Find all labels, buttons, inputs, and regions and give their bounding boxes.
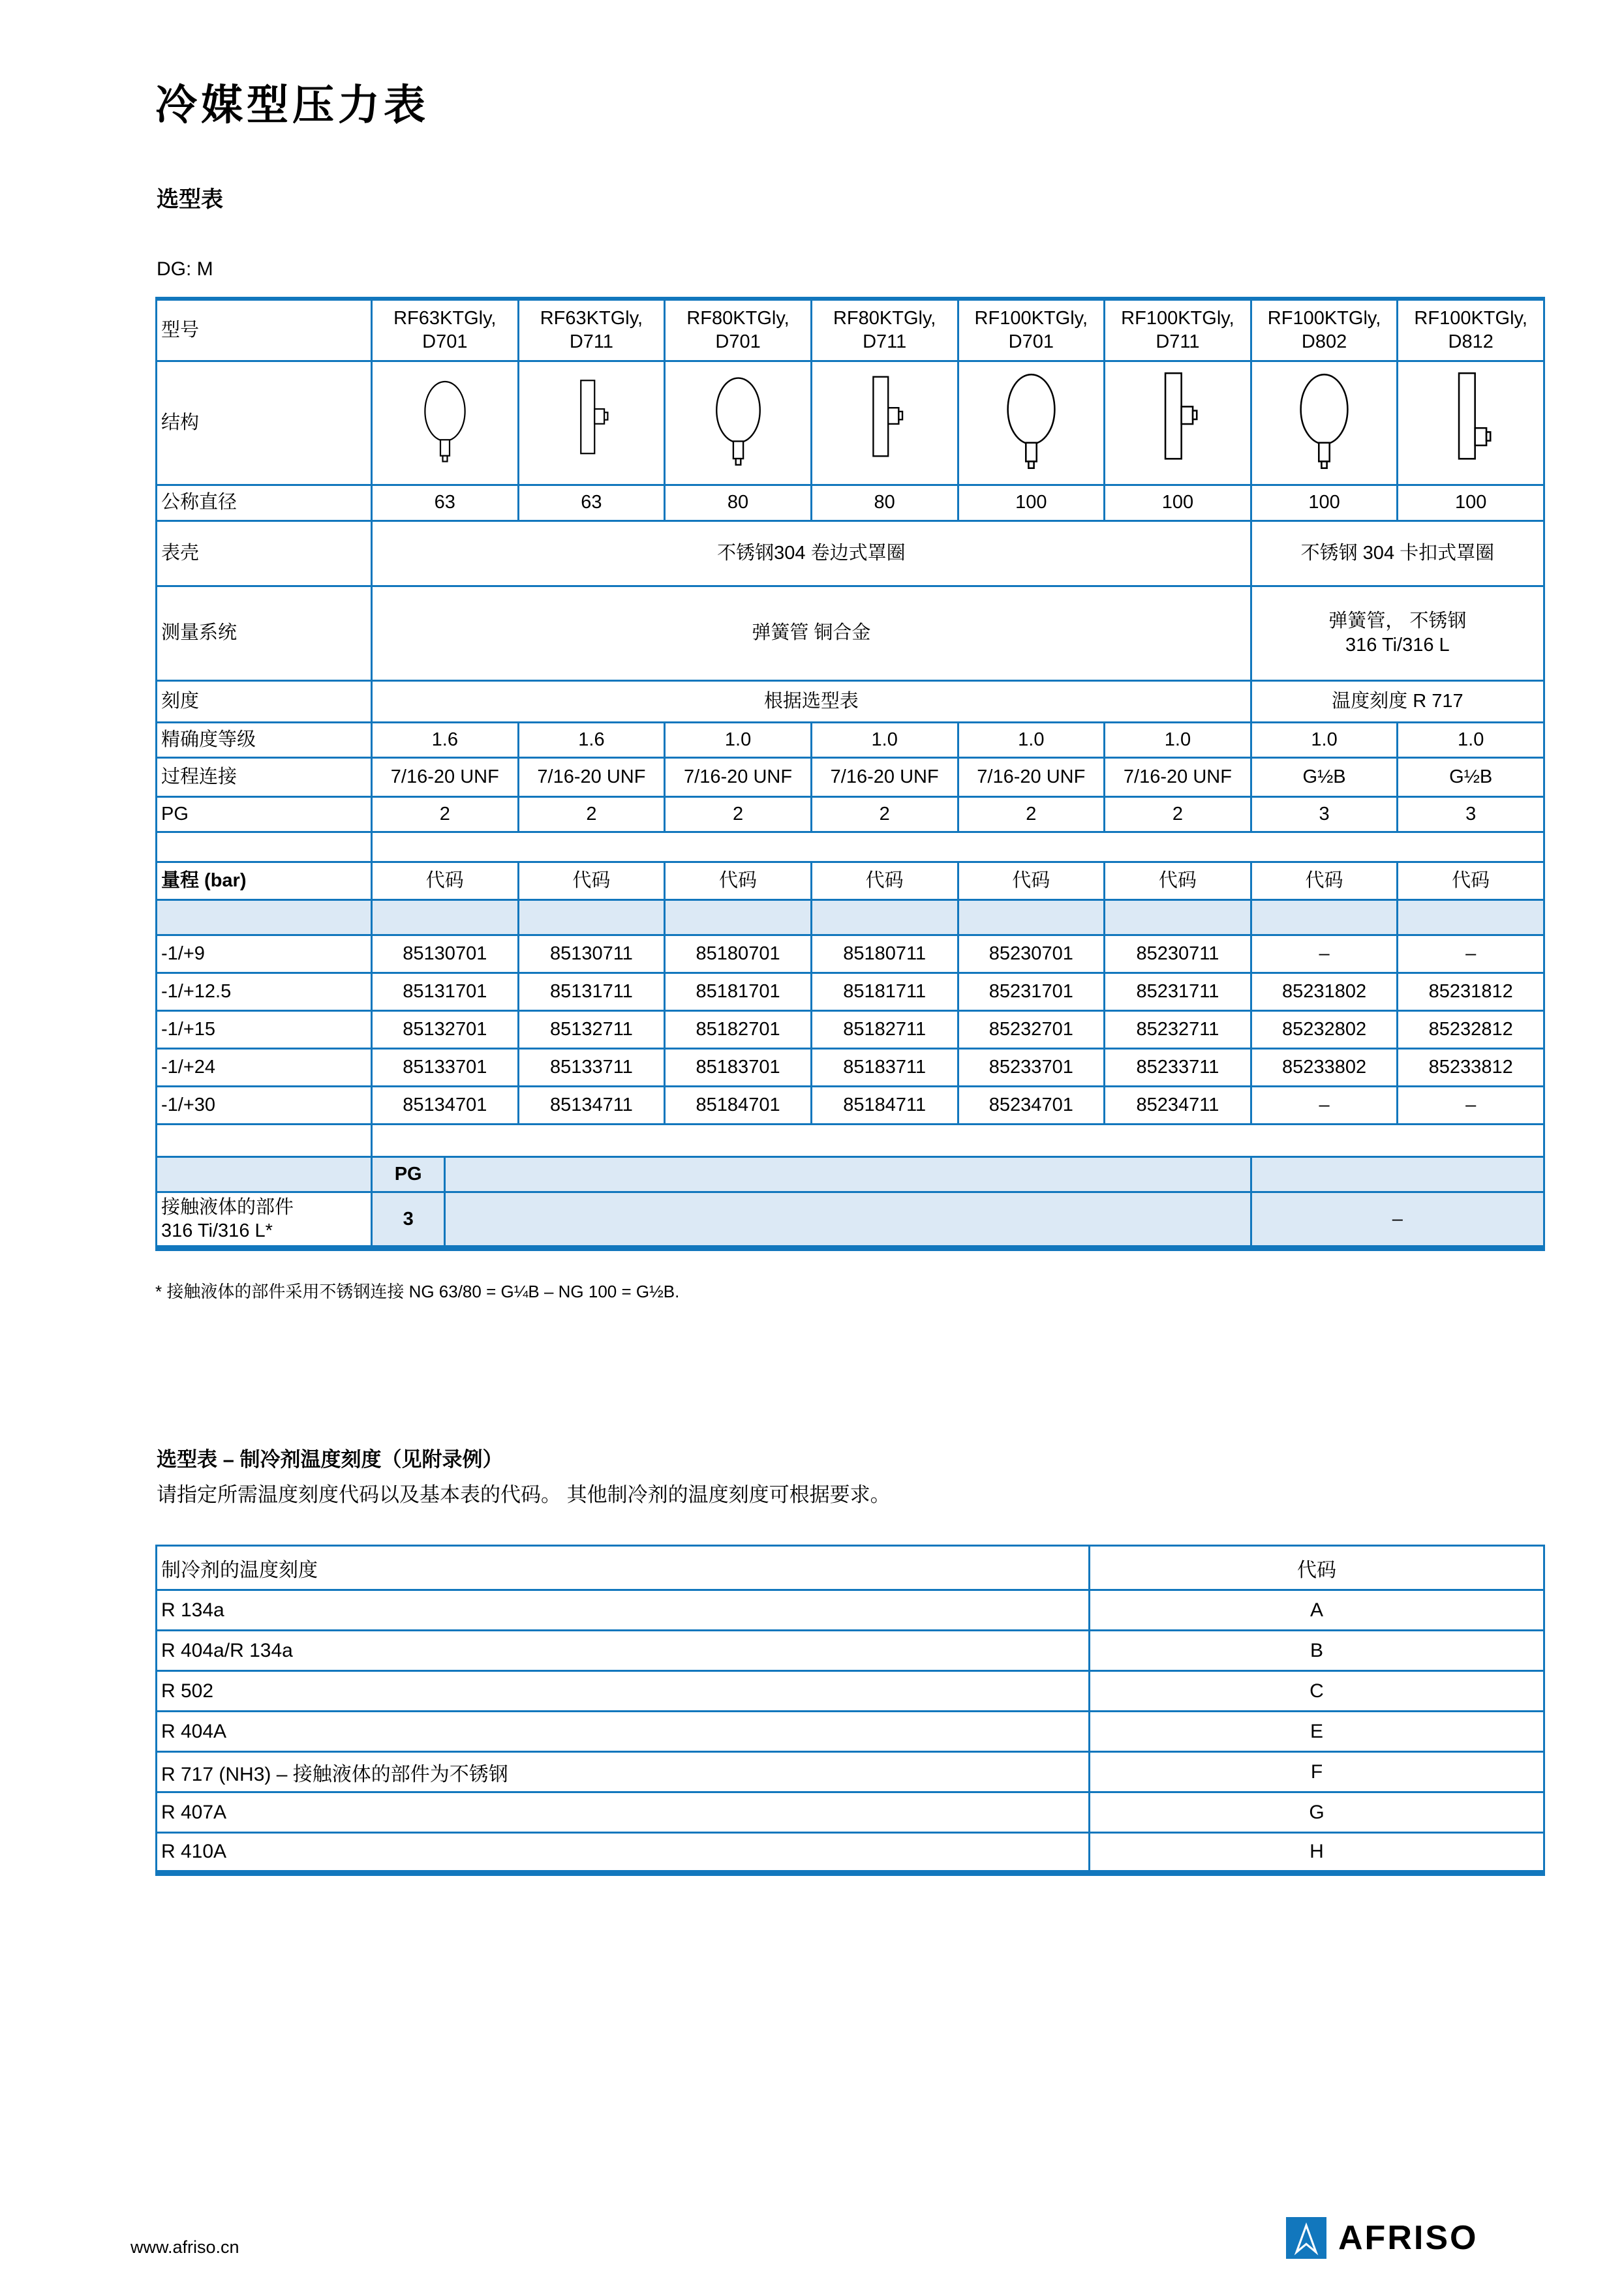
- order-code: 85181711: [811, 973, 958, 1010]
- pg-value: 2: [1105, 796, 1251, 832]
- refrigerant-name: R 404a/R 134a: [157, 1631, 1090, 1671]
- connection-value: G½B: [1251, 757, 1398, 796]
- range-value: -1/+9: [157, 935, 372, 973]
- table-row: [157, 1631, 1544, 1671]
- order-code: 85132711: [518, 1010, 665, 1048]
- accuracy-value: 1.0: [1398, 722, 1544, 757]
- model-header-cell: [665, 299, 812, 361]
- refrigerant-name: R 502: [157, 1671, 1090, 1712]
- order-code: –: [1251, 935, 1398, 973]
- table-row-range: [157, 935, 1544, 973]
- table-row-model: [157, 299, 1544, 361]
- code-header: 代码: [372, 862, 519, 899]
- table-row-separator: [157, 1124, 1544, 1156]
- code-header: 代码: [518, 862, 665, 899]
- accuracy-value: 1.0: [958, 722, 1105, 757]
- structure-cell: [811, 361, 958, 485]
- gauge-back-low-connection-icon: [1437, 369, 1505, 476]
- order-code: 85134711: [518, 1086, 665, 1124]
- order-code: 85232701: [958, 1010, 1105, 1048]
- system-line1: 弹簧管， 不锈钢: [1328, 611, 1467, 632]
- order-code: 85234711: [1105, 1086, 1251, 1124]
- shaded-cell: [372, 899, 519, 935]
- refrigerant-col-header: 制冷剂的温度刻度: [157, 1546, 1090, 1590]
- row-label-system: 测量系统: [157, 586, 372, 680]
- order-code: 85231812: [1398, 973, 1544, 1010]
- wetted-parts-line1: 接触液体的部件: [161, 1196, 294, 1218]
- model-name-line: RF100KTGly,: [974, 308, 1088, 329]
- code-header: 代码: [1251, 862, 1398, 899]
- model-variant-line: D701: [715, 331, 761, 353]
- order-code: –: [1398, 935, 1544, 973]
- refrigerant-name: R 404A: [157, 1712, 1090, 1752]
- section2-description: 请指定所需温度刻度代码以及基本表的代码。 其他制冷剂的温度刻度可根据要求。: [157, 1483, 891, 1506]
- table-row-range: [157, 973, 1544, 1010]
- table-row: [157, 1792, 1544, 1833]
- pg-section-empty-cell: [1251, 1156, 1544, 1192]
- table-row-separator: [157, 832, 1544, 862]
- table-row-range-header: [157, 862, 1544, 899]
- range-value: -1/+24: [157, 1048, 372, 1086]
- model-name-line: RF80KTGly,: [833, 308, 936, 329]
- refrigerant-code: C: [1090, 1671, 1544, 1712]
- row-label-connection: 过程连接: [157, 757, 372, 796]
- model-variant-line: D711: [863, 331, 907, 353]
- row-label-accuracy: 精确度等级: [157, 722, 372, 757]
- order-code: 85231802: [1251, 973, 1398, 1010]
- table-row-range: [157, 1010, 1544, 1048]
- order-code: 85131701: [372, 973, 519, 1010]
- diameter-value: 100: [1398, 485, 1544, 521]
- wetted-empty-cell: [445, 1192, 1251, 1248]
- accuracy-value: 1.6: [518, 722, 665, 757]
- row-label-scale: 刻度: [157, 680, 372, 722]
- pg-section-label: PG: [372, 1156, 445, 1192]
- model-variant-line: D812: [1448, 331, 1494, 353]
- diameter-value: 63: [518, 485, 665, 521]
- model-name-line: RF80KTGly,: [686, 308, 789, 329]
- wetted-dash: –: [1251, 1192, 1544, 1248]
- accuracy-value: 1.0: [1105, 722, 1251, 757]
- model-header-cell: [811, 299, 958, 361]
- section-subtitle: 选型表: [157, 187, 223, 212]
- page-title: 冷媒型压力表: [155, 82, 429, 128]
- row-label-case: 表壳: [157, 521, 372, 586]
- row-label-diameter: 公称直径: [157, 485, 372, 521]
- model-header-cell: [372, 299, 519, 361]
- order-code: 85234701: [958, 1086, 1105, 1124]
- gauge-front-icon: [1291, 369, 1358, 476]
- accuracy-value: 1.0: [811, 722, 958, 757]
- row-label-structure: 结构: [157, 361, 372, 485]
- website-url: www.afriso.cn: [130, 2237, 239, 2257]
- model-header-cell: [1105, 299, 1251, 361]
- model-header-cell: [518, 299, 665, 361]
- code-header: 代码: [958, 862, 1105, 899]
- separator-cell: [372, 832, 1544, 862]
- connection-value: 7/16-20 UNF: [665, 757, 812, 796]
- model-name-line: RF100KTGly,: [1267, 308, 1381, 329]
- order-code: 85130711: [518, 935, 665, 973]
- pg-value: 2: [665, 796, 812, 832]
- pg-value: 2: [518, 796, 665, 832]
- order-code: 85183711: [811, 1048, 958, 1086]
- dg-label: DG: M: [157, 258, 213, 280]
- table-row: [157, 1833, 1544, 1873]
- code-header: 代码: [1398, 862, 1544, 899]
- range-value: -1/+12.5: [157, 973, 372, 1010]
- shaded-cell: [518, 899, 665, 935]
- row-label-model: 型号: [157, 299, 372, 361]
- model-variant-line: D701: [422, 331, 468, 353]
- refrigerant-table: [155, 1545, 1545, 1876]
- diameter-value: 63: [372, 485, 519, 521]
- refrigerant-name: R 410A: [157, 1833, 1090, 1873]
- structure-cell: [372, 361, 519, 485]
- structure-cell: [1251, 361, 1398, 485]
- case-span6-value: 不锈钢304 卷边式罩圈: [372, 521, 1251, 586]
- connection-value: 7/16-20 UNF: [811, 757, 958, 796]
- order-code: 85232802: [1251, 1010, 1398, 1048]
- code-col-header: 代码: [1090, 1546, 1544, 1590]
- connection-value: 7/16-20 UNF: [518, 757, 665, 796]
- refrigerant-name: R 717 (NH3) – 接触液体的部件为不锈钢: [157, 1752, 1090, 1792]
- model-variant-line: D711: [569, 331, 614, 353]
- table-row-case: [157, 521, 1544, 586]
- brand-name: AFRISO: [1338, 2219, 1478, 2257]
- range-value: -1/+15: [157, 1010, 372, 1048]
- accuracy-value: 1.0: [665, 722, 812, 757]
- model-header-cell: [1251, 299, 1398, 361]
- order-code: 85182711: [811, 1010, 958, 1048]
- pg-value: 2: [958, 796, 1105, 832]
- wetted-pg-value: 3: [372, 1192, 445, 1248]
- order-code: 85182701: [665, 1010, 812, 1048]
- order-code: –: [1398, 1086, 1544, 1124]
- footnote: * 接触液体的部件采用不锈钢连接 NG 63/80 = G¼B – NG 100 = G½B.: [155, 1282, 680, 1301]
- accuracy-value: 1.6: [372, 722, 519, 757]
- order-code: 85131711: [518, 973, 665, 1010]
- accuracy-value: 1.0: [1251, 722, 1398, 757]
- table-row-scale: [157, 680, 1544, 722]
- system-span2-value: [1251, 586, 1544, 680]
- code-header: 代码: [665, 862, 812, 899]
- wetted-parts-line2: 316 Ti/316 L*: [161, 1220, 273, 1241]
- order-code: 85233711: [1105, 1048, 1251, 1086]
- table-row: [157, 1712, 1544, 1752]
- pg-value: 2: [811, 796, 958, 832]
- gauge-back-connection-icon: [853, 373, 915, 472]
- order-code: 85233802: [1251, 1048, 1398, 1086]
- order-code: 85232812: [1398, 1010, 1544, 1048]
- order-code: 85133701: [372, 1048, 519, 1086]
- code-header: 代码: [811, 862, 958, 899]
- order-code: 85130701: [372, 935, 519, 973]
- afriso-logo-icon: [1286, 2217, 1326, 2259]
- model-name-line: RF100KTGly,: [1414, 308, 1527, 329]
- table-row-wetted-parts: [157, 1192, 1544, 1248]
- order-code: 85133711: [518, 1048, 665, 1086]
- structure-cell: [1105, 361, 1251, 485]
- refrigerant-code: F: [1090, 1752, 1544, 1792]
- refrigerant-code: A: [1090, 1590, 1544, 1631]
- scale-span2-value: 温度刻度 R 717: [1251, 680, 1544, 722]
- table-row-connection: [157, 757, 1544, 796]
- gauge-front-icon: [416, 377, 474, 468]
- pg-section-empty-cell: [445, 1156, 1251, 1192]
- model-variant-line: D701: [1008, 331, 1054, 353]
- table-row-diameter: [157, 485, 1544, 521]
- model-variant-line: D711: [1156, 331, 1200, 353]
- table-row-system: [157, 586, 1544, 680]
- table-row-pg: [157, 796, 1544, 832]
- pg-value: 3: [1251, 796, 1398, 832]
- table-row-range: [157, 1048, 1544, 1086]
- section2-heading: 选型表 – 制冷剂温度刻度（见附录例）: [157, 1448, 503, 1471]
- refrigerant-code: H: [1090, 1833, 1544, 1873]
- model-name-line: RF63KTGly,: [393, 308, 497, 329]
- pg-value: 2: [372, 796, 519, 832]
- order-code: 85183701: [665, 1048, 812, 1086]
- order-code: 85233701: [958, 1048, 1105, 1086]
- order-code: 85132701: [372, 1010, 519, 1048]
- order-code: 85233812: [1398, 1048, 1544, 1086]
- separator-cell: [372, 1124, 1544, 1156]
- order-code: 85184711: [811, 1086, 958, 1124]
- order-code: 85184701: [665, 1086, 812, 1124]
- table-row-accuracy: [157, 722, 1544, 757]
- separator-cell: [157, 1124, 372, 1156]
- order-code: 85230711: [1105, 935, 1251, 973]
- gauge-front-icon: [998, 369, 1065, 476]
- shaded-cell: [958, 899, 1105, 935]
- gauge-back-connection-icon: [1144, 369, 1211, 476]
- table-row-header: [157, 1546, 1544, 1590]
- order-code: 85230701: [958, 935, 1105, 973]
- code-header: 代码: [1105, 862, 1251, 899]
- model-variant-line: D802: [1301, 331, 1347, 353]
- order-code: 85232711: [1105, 1010, 1251, 1048]
- order-code: 85181701: [665, 973, 812, 1010]
- order-code: 85180701: [665, 935, 812, 973]
- diameter-value: 100: [1105, 485, 1251, 521]
- table-row-shaded-spacer: [157, 899, 1544, 935]
- diameter-value: 80: [665, 485, 812, 521]
- diameter-value: 100: [1251, 485, 1398, 521]
- order-code: 85134701: [372, 1086, 519, 1124]
- case-span2-value: 不锈钢 304 卡扣式罩圈: [1251, 521, 1544, 586]
- refrigerant-code: B: [1090, 1631, 1544, 1671]
- wetted-parts-label: [157, 1192, 372, 1248]
- system-span6-value: 弹簧管 铜合金: [372, 586, 1251, 680]
- selection-table: [155, 297, 1545, 1251]
- brand-block: [1286, 2217, 1478, 2259]
- scale-span6-value: 根据选型表: [372, 680, 1251, 722]
- system-line2: 316 Ti/316 L: [1345, 634, 1450, 656]
- shaded-cell: [157, 899, 372, 935]
- table-row: [157, 1752, 1544, 1792]
- table-row-structure: [157, 361, 1544, 485]
- connection-value: 7/16-20 UNF: [372, 757, 519, 796]
- pg-value: 3: [1398, 796, 1544, 832]
- shaded-cell: [811, 899, 958, 935]
- table-row: [157, 1671, 1544, 1712]
- arrow-peak-icon: [1289, 2220, 1323, 2256]
- refrigerant-name: R 134a: [157, 1590, 1090, 1631]
- order-code: –: [1251, 1086, 1398, 1124]
- pg-section-empty-cell: [157, 1156, 372, 1192]
- structure-cell: [518, 361, 665, 485]
- gauge-back-connection-icon: [562, 377, 620, 468]
- row-label-pg: PG: [157, 796, 372, 832]
- refrigerant-code: E: [1090, 1712, 1544, 1752]
- diameter-value: 80: [811, 485, 958, 521]
- shaded-cell: [665, 899, 812, 935]
- table-row-range: [157, 1086, 1544, 1124]
- table-row-pg-header: [157, 1156, 1544, 1192]
- refrigerant-name: R 407A: [157, 1792, 1090, 1833]
- diameter-value: 100: [958, 485, 1105, 521]
- structure-cell: [665, 361, 812, 485]
- separator-cell: [157, 832, 372, 862]
- order-code: 85231701: [958, 973, 1105, 1010]
- connection-value: 7/16-20 UNF: [958, 757, 1105, 796]
- model-name-line: RF100KTGly,: [1121, 308, 1234, 329]
- shaded-cell: [1251, 899, 1398, 935]
- refrigerant-code: G: [1090, 1792, 1544, 1833]
- structure-cell: [958, 361, 1105, 485]
- order-code: 85231711: [1105, 973, 1251, 1010]
- range-header-label: 量程 (bar): [157, 862, 372, 899]
- model-header-cell: [958, 299, 1105, 361]
- shaded-cell: [1398, 899, 1544, 935]
- shaded-cell: [1105, 899, 1251, 935]
- structure-cell: [1398, 361, 1544, 485]
- connection-value: 7/16-20 UNF: [1105, 757, 1251, 796]
- model-header-cell: [1398, 299, 1544, 361]
- gauge-front-icon: [707, 373, 769, 472]
- table-row: [157, 1590, 1544, 1631]
- range-value: -1/+30: [157, 1086, 372, 1124]
- model-name-line: RF63KTGly,: [540, 308, 643, 329]
- order-code: 85180711: [811, 935, 958, 973]
- connection-value: G½B: [1398, 757, 1544, 796]
